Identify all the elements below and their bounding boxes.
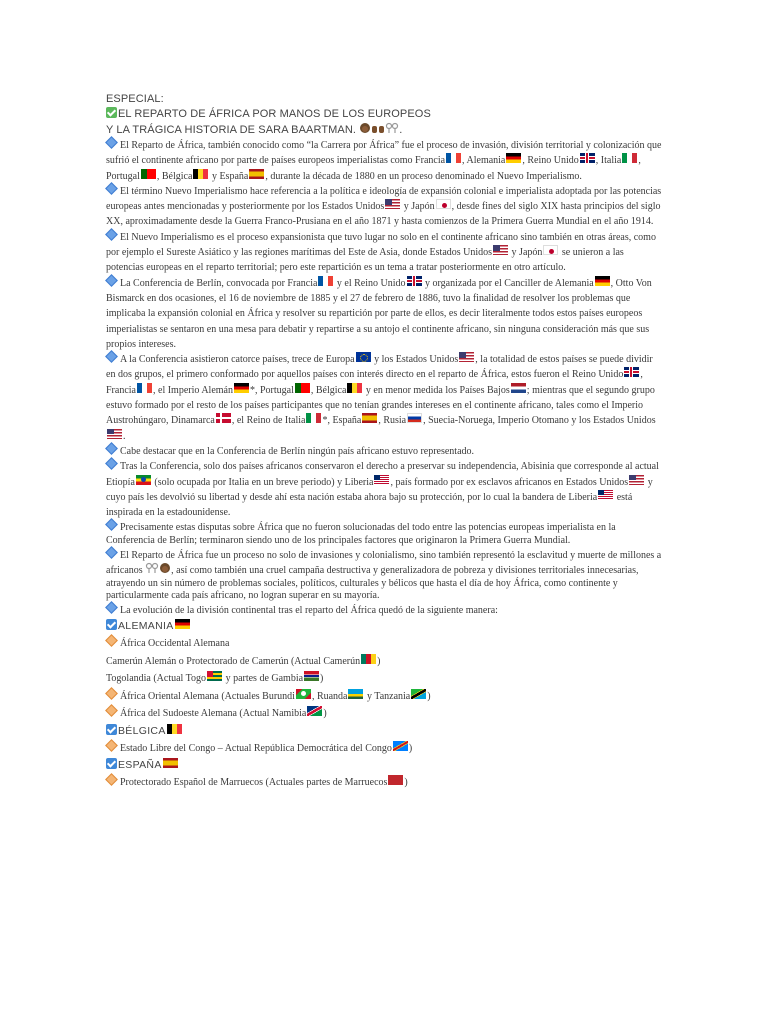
check-box-icon	[106, 619, 117, 630]
check-box-icon	[106, 724, 117, 735]
orange-diamond-bullet-icon	[105, 687, 118, 700]
diamond-bullet-icon	[105, 519, 118, 532]
gambia-flag-icon	[304, 671, 319, 681]
belgium-flag-icon	[193, 169, 208, 179]
denmark-flag-icon	[216, 413, 231, 423]
check-mark-icon	[106, 107, 117, 118]
paragraph-1: El Reparto de África, también conocido como “la Carrera por África” fue el proceso de invasión, división territorial y colonización que sufrió el continente africano por parte de países europeos imperialistas como Francia , Alemania , Reino Unido , Italia , Portugal , Bélgica y España , durante la década de 1880 en un proceso denominado el Nuevo Imperialismo.	[106, 138, 662, 184]
diamond-bullet-icon	[105, 546, 118, 559]
article-title-line2: Y LA TRÁGICA HISTORIA DE SARA BAARTMAN. .	[106, 124, 403, 136]
usa-flag-icon	[493, 245, 508, 255]
italy-flag-icon	[306, 413, 321, 423]
france-flag-icon	[446, 153, 461, 163]
france-flag-icon	[318, 276, 333, 286]
usa-flag-icon	[385, 199, 400, 209]
eu-flag-icon	[356, 352, 371, 362]
togo-flag-icon	[207, 671, 222, 681]
morocco-flag-icon	[388, 775, 403, 785]
section-espana: ESPAÑA	[106, 757, 662, 774]
orange-diamond-bullet-icon	[105, 773, 118, 786]
belgium-flag-icon	[167, 724, 182, 734]
tanzania-flag-icon	[411, 689, 426, 699]
russia-flag-icon	[407, 413, 422, 423]
check-box-icon	[106, 758, 117, 769]
woman-emoji-icon	[359, 122, 371, 134]
uk-flag-icon	[580, 153, 595, 163]
germany-flag-icon	[595, 276, 610, 286]
uk-flag-icon	[624, 367, 639, 377]
section-belgica: BÉLGICA	[106, 723, 662, 740]
orange-diamond-bullet-icon	[105, 704, 118, 717]
woman-emoji-icon	[159, 562, 171, 574]
list-item: Camerún Alemán o Protectorado de Camerún (Actual Camerún )	[106, 655, 381, 667]
usa-flag-icon	[629, 475, 644, 485]
orange-diamond-bullet-icon	[105, 739, 118, 752]
list-item: Protectorado Español de Marruecos (Actuales partes de Marruecos )	[106, 774, 662, 792]
diamond-bullet-icon	[105, 350, 118, 363]
ethiopia-flag-icon	[136, 475, 151, 485]
france-flag-icon	[137, 383, 152, 393]
list-item: África Occidental Alemana	[106, 635, 662, 653]
usa-flag-icon	[459, 352, 474, 362]
list-item: Estado Libre del Congo – Actual República Democrática del Congo )	[106, 740, 662, 758]
section-label: ESPECIAL:	[106, 93, 164, 105]
liberia-flag-icon	[374, 475, 389, 485]
diamond-bullet-icon	[105, 601, 118, 614]
spain-flag-icon	[362, 413, 377, 423]
orange-diamond-bullet-icon	[105, 634, 118, 647]
rwanda-flag-icon	[348, 689, 363, 699]
uk-flag-icon	[407, 276, 422, 286]
paragraph-7: Tras la Conferencia, solo dos países africanos conservaron el derecho a preservar su independencia, Abisinia que corresponde al actual Etiopía (solo ocupada por Italia en un breve periodo) y Liberia , país formado por ex esclavos africanos en Estados Unidos y cuyo país les devolvió su libertad y desde ahí esta nación estaba ahora bajo su protección, por lo cual la bandera de Liberia está inspirada en la estadounidense.	[106, 459, 662, 520]
italy-flag-icon	[622, 153, 637, 163]
article-title-line1: EL REPARTO DE ÁFRICA POR MANOS DE LOS EUROPEOS	[106, 107, 662, 122]
diamond-bullet-icon	[105, 136, 118, 149]
section-alemania: ALEMANIA	[106, 618, 662, 635]
belgium-flag-icon	[347, 383, 362, 393]
diamond-bullet-icon	[105, 442, 118, 455]
japan-flag-icon	[543, 245, 558, 255]
namibia-flag-icon	[307, 706, 322, 716]
list-item: África Oriental Alemana (Actuales Burundi , Ruanda y Tanzania )	[106, 688, 662, 706]
paragraph-10: La evolución de la división continental tras el reparto del África quedó de la siguiente manera:	[106, 603, 662, 618]
netherlands-flag-icon	[511, 383, 526, 393]
list-item: África del Sudoeste Alemana (Actual Namibia )	[106, 705, 662, 723]
article-header	[106, 92, 662, 138]
paragraph-4: La Conferencia de Berlín, convocada por Francia y el Reino Unido y organizada por el Canciller de Alemania , Otto Von Bismarck en dos ocasiones, el 16 de noviembre de 1885 y el 27 de febrero de 1886, tuvo la finalidad de resolver los problemas que implicaba la expansión colonial en África y resolver su repartición por parte de ellos, es decir literalmente todos estos países europeos imperialistas se sentaron en una mesa para debatir y repartirse a su antojo el continente africano, sin ninguna consideración más que sus propios intereses.	[106, 276, 662, 352]
cameroon-flag-icon	[361, 654, 376, 664]
germany-flag-icon	[175, 619, 190, 629]
spain-flag-icon	[249, 169, 264, 179]
spain-flag-icon	[163, 758, 178, 768]
portugal-flag-icon	[295, 383, 310, 393]
paragraph-3: El Nuevo Imperialismo es el proceso expansionista que tuvo lugar no solo en el continente africano sino también en otras áreas, como por ejemplo el Sureste Asiático y las regiones marítimas del Este de Asia, donde Estados Unidos y Japón se unieron a las potencias europeas en el reparto territorial; pero este repartición es un tema a tratar posteriormente en otro artículo.	[106, 230, 662, 276]
chains-emoji-icon	[385, 122, 399, 134]
liberia-flag-icon	[598, 490, 613, 500]
burundi-flag-icon	[296, 689, 311, 699]
paragraph-9: El Reparto de África fue un proceso no solo de invasiones y colonialismo, sino también representó la esclavitud y muerte de millones a africanos , así como también una cruel campaña destructiva y generalizadora de pobreza y divisiones territoriales innecesarias, atrayendo un sin número de problemas sociales, políticos, culturales y bélicos que hasta el día de hoy África, como continente y particularmente cada país africano, no logran superar en su mayoría.	[106, 548, 662, 603]
usa-flag-icon	[107, 429, 122, 439]
diamond-bullet-icon	[105, 182, 118, 195]
paragraph-5: A la Conferencia asistieron catorce países, trece de Europa y los Estados Unidos , la totalidad de estos países se puede dividir en dos grupos, el primero conformado por aquellos países con interés directo en el reparto de África, estos fueron el Reino Unido , Francia , el Imperio Alemán *, Portugal , Bélgica y en menor medida los Países Bajos ; mientras que el segundo grupo estuvo formado por el resto de los países participantes que no tenían grandes intereses en el continente africano, tales como el Imperio Austrohúngaro, Dinamarca , el Reino de Italia *, España , Rusia , Suecia-Noruega, Imperio Otomano y los Estados Unidos.	[106, 352, 662, 444]
paragraph-8: Precisamente estas disputas sobre África que no fueron solucionadas del todo entre las potencias europeas imperialista en la Conferencia de Berlín; terminaron siendo uno de los principales factores que originaron la Primera Guerra Mundial.	[106, 520, 662, 547]
article-body	[106, 92, 662, 792]
diamond-bullet-icon	[105, 228, 118, 241]
germany-flag-icon	[506, 153, 521, 163]
diamond-bullet-icon	[105, 274, 118, 287]
hands-emoji-icon	[371, 122, 385, 134]
paragraph-6: Cabe destacar que en la Conferencia de Berlín ningún país africano estuvo representado.	[106, 444, 662, 459]
japan-flag-icon	[436, 199, 451, 209]
diamond-bullet-icon	[105, 457, 118, 470]
portugal-flag-icon	[141, 169, 156, 179]
dr-congo-flag-icon	[393, 741, 408, 751]
paragraph-2: El término Nuevo Imperialismo hace referencia a la política e ideología de expansión colonial e imperialista adoptada por las potencias europeas antes mencionadas y posteriormente por los Estados Unidos y Japón , desde fines del siglo XIX hasta principios del siglo XX, aproximadamente desde la Guerra Franco-Prusiana en el año 1871 y hasta comienzos de la Primera Guerra Mundial en el año 1914.	[106, 184, 662, 230]
germany-flag-icon	[234, 383, 249, 393]
list-item: Togolandia (Actual Togo y partes de Gambia )	[106, 673, 324, 685]
chains-emoji-icon	[145, 562, 159, 574]
